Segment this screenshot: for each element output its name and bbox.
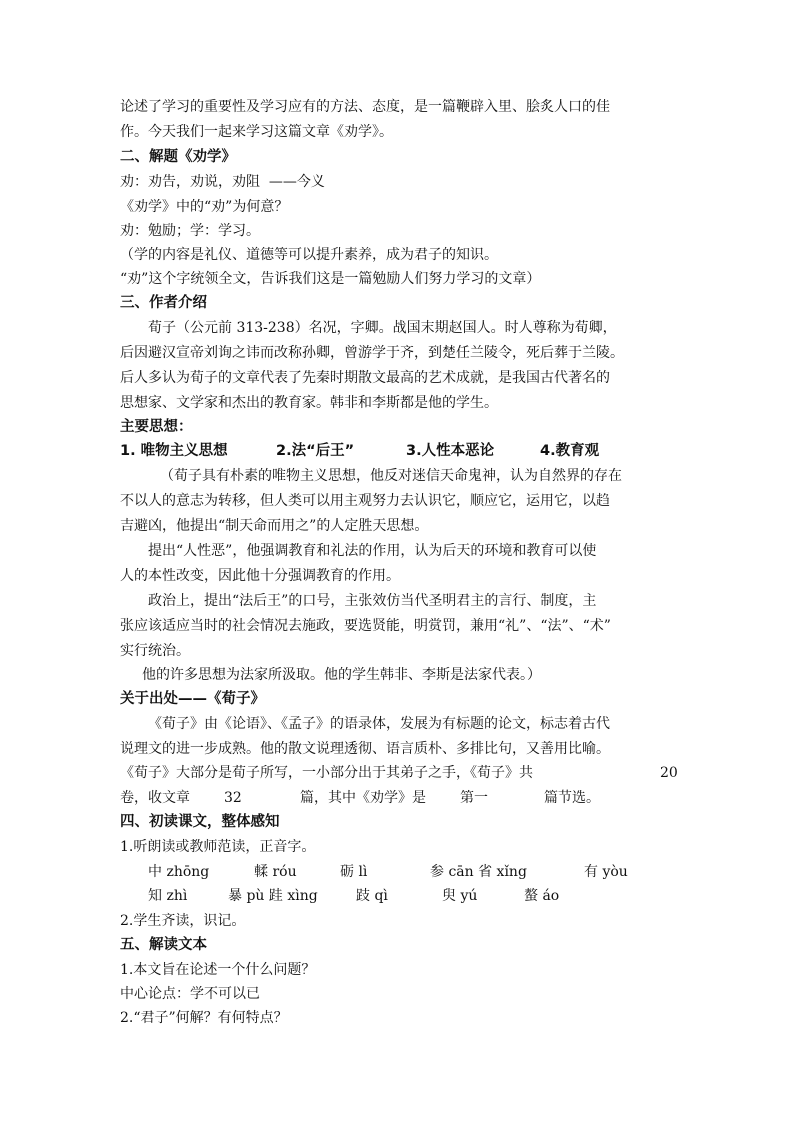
author-para-line-3: 后人多认为荀子的文章代表了先秦时期散文最高的艺术成就，是我国古代著名的 (120, 370, 610, 386)
section-4-heading: 四、初读课文，整体感知 (120, 814, 280, 830)
ideas-para-a-line-1: （荀子具有朴素的唯物主义思想，他反对迷信天命鬼神，认为自然界的存在 (160, 468, 622, 484)
section-2-line-5: “劝”这个字统领全文，告诉我们这是一篇勉励人们努力学习的文章） (120, 271, 541, 287)
ideas-para-b-line-2: 人的本性改变，因此他十分强调教育的作用。 (120, 568, 400, 584)
idea-item: 4.教育观 (540, 443, 600, 459)
section-2-line-3: 劝：勉励；学：学习。 (120, 223, 260, 239)
ordinal: 第一 (460, 790, 488, 806)
intro-line-1: 论述了学习的重要性及学习应有的方法、态度，是一篇鞭辟入里、脍炙人口的佳 (120, 99, 610, 115)
idea-item: 2.法“后王” (276, 443, 355, 459)
pinyin-entry: 砺 lì (340, 864, 368, 880)
pinyin-entry: 螯 áo (524, 888, 560, 904)
article-count: 32 (224, 790, 242, 806)
pinyin-entry: 有 yòu (584, 864, 628, 880)
juan-count: 20 (660, 765, 678, 781)
ideas-para-a-line-3: 吉避凶，他提出“制天命而用之”的人定胜天思想。 (120, 518, 429, 534)
source-text: 卷，收文章 (120, 790, 190, 806)
pinyin-entry: 暴 pù 跬 xìng (228, 888, 318, 904)
section-3-heading: 三、作者介绍 (120, 295, 207, 311)
source-para-line-2: 说理文的进一步成熟。他的散文说理透彻、语言质朴、多排比句，又善用比喻。 (120, 741, 610, 757)
ideas-para-c-line-3: 实行统治。 (120, 643, 190, 659)
intro-line-2: 作。今天我们一起来学习这篇文章《劝学》。 (120, 124, 393, 140)
ideas-para-d-line-1: 他的许多思想为法家所汲取。他的学生韩非、李斯是法家代表。） (142, 667, 541, 683)
pinyin-entry: 臾 yú (442, 888, 478, 904)
author-para-line-4: 思想家、文学家和杰出的教育家。韩非和李斯都是他的学生。 (120, 395, 498, 411)
source-text: 《荀子》大部分是荀子所写，一小部分出于其弟子之手，《荀子》共 (120, 765, 533, 781)
section-2-line-4: （学的内容是礼仪、道德等可以提升素养，成为君子的知识。 (120, 247, 498, 263)
source-heading: 关于出处——《荀子》 (120, 691, 265, 707)
author-para-line-2: 后因避汉宣帝刘询之讳而改称孙卿，曾游学于齐，到楚任兰陵令，死后葬于兰陵。 (120, 345, 624, 361)
section-5-question-2: 2.“君子”何解？有何特点？ (120, 1010, 288, 1026)
source-para-line-3 (120, 761, 680, 786)
source-text: 篇，其中《劝学》是 (300, 790, 426, 806)
section-5-question-1: 1.本文旨在论述一个什么问题？ (120, 962, 316, 978)
idea-item: 3.人性本恶论 (406, 443, 495, 459)
pinyin-row-2 (120, 884, 680, 909)
ideas-list (120, 439, 680, 464)
source-para-line-1: 《荀子》由《论语》、《孟子》的语录体，发展为有标题的论文，标志着古代 (148, 716, 610, 732)
pinyin-entry: 参 cān 省 xǐng (430, 864, 527, 880)
pinyin-entry: 輮 róu (254, 864, 297, 880)
ideas-heading: 主要思想： (120, 419, 193, 435)
section-4-step-1: 1.听朗读或教师范读，正音字。 (120, 839, 316, 855)
section-2-line-1: 劝：劝告，劝说，劝阻 ——今义 (120, 174, 325, 190)
idea-item: 1. 唯物主义思想 (120, 443, 228, 459)
section-5-heading: 五、解读文本 (120, 937, 207, 953)
source-text: 篇节选。 (544, 790, 600, 806)
ideas-para-c-line-2: 张应该适应当时的社会情况去施政，要选贤能，明赏罚，兼用“礼”、“法”、“术” (120, 618, 611, 634)
section-5-answer-1: 中心论点：学不可以已 (120, 986, 260, 1002)
pinyin-entry: 知 zhì (148, 888, 188, 904)
ideas-para-a-line-2: 不以人的意志为转移，但人类可以用主观努力去认识它，顺应它，运用它，以趋 (120, 493, 610, 509)
ideas-para-b-line-1: 提出“人性恶”，他强调教育和礼法的作用，认为后天的环境和教育可以使 (148, 543, 597, 559)
pinyin-entry: 跂 qì (356, 888, 388, 904)
source-para-line-4 (120, 786, 680, 811)
ideas-para-c-line-1: 政治上，提出“法后王”的口号，主张效仿当代圣明君主的言行、制度，主 (148, 593, 597, 609)
section-2-heading: 二、解题《劝学》 (120, 149, 236, 165)
section-4-step-2: 2.学生齐读，识记。 (120, 913, 246, 929)
pinyin-row-1 (120, 860, 680, 885)
author-para-line-1: 荀子（公元前 313-238）名况，字卿。战国末期赵国人。时人尊称为荀卿， (148, 320, 617, 336)
section-2-line-2: 《劝学》中的“劝”为何意？ (120, 199, 289, 215)
pinyin-entry: 中 zhōng (148, 864, 210, 880)
